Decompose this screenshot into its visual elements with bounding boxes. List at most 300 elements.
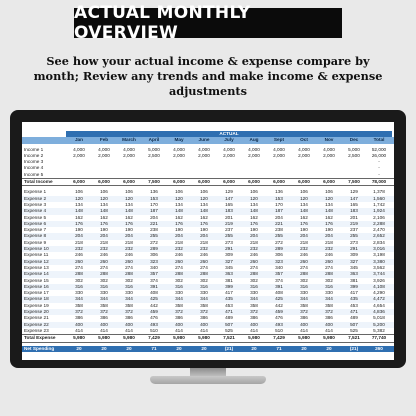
cell[interactable]: 1,560 bbox=[373, 195, 385, 201]
cell[interactable]: 7,429 bbox=[273, 335, 285, 341]
cell[interactable]: 493 bbox=[150, 321, 158, 327]
row-label[interactable]: Expense 4 bbox=[24, 208, 47, 214]
cell[interactable]: 344 bbox=[250, 296, 258, 302]
cell[interactable]: 5,980 bbox=[123, 335, 135, 341]
cell[interactable]: 414 bbox=[325, 327, 333, 333]
cell[interactable]: 344 bbox=[100, 296, 108, 302]
cell[interactable]: 71 bbox=[276, 345, 282, 351]
cell[interactable]: 323 bbox=[150, 258, 158, 264]
cell[interactable]: 414 bbox=[100, 327, 108, 333]
cell[interactable]: 344 bbox=[325, 296, 333, 302]
cell[interactable]: 2,000 bbox=[298, 152, 310, 158]
cell[interactable]: 204 bbox=[150, 214, 158, 220]
cell[interactable]: 204 bbox=[300, 233, 308, 239]
cell[interactable]: 26,000 bbox=[371, 152, 387, 158]
cell[interactable]: 187 bbox=[150, 208, 158, 214]
cell[interactable]: 330 bbox=[325, 290, 333, 296]
cell[interactable]: 358 bbox=[200, 302, 208, 308]
cell[interactable]: 5,382 bbox=[373, 327, 385, 333]
cell[interactable]: 4,836 bbox=[373, 309, 385, 315]
cell[interactable]: 330 bbox=[200, 290, 208, 296]
cell[interactable]: 162 bbox=[100, 214, 108, 220]
cell[interactable]: 374 bbox=[150, 277, 158, 283]
row-label[interactable]: Expense 18 bbox=[24, 296, 49, 302]
cell[interactable]: 507 bbox=[350, 321, 358, 327]
row-label[interactable]: Expense 6 bbox=[24, 220, 47, 226]
cell[interactable]: Oct bbox=[300, 137, 308, 143]
cell[interactable]: 190 bbox=[300, 227, 308, 233]
cell[interactable]: 148 bbox=[125, 208, 133, 214]
cell[interactable]: 2,000 bbox=[73, 152, 85, 158]
cell[interactable]: 4,000 bbox=[173, 146, 185, 152]
cell[interactable]: 476 bbox=[275, 315, 283, 321]
cell[interactable]: 363 bbox=[350, 271, 358, 277]
cell[interactable]: 372 bbox=[250, 309, 258, 315]
cell[interactable]: 345 bbox=[225, 264, 233, 270]
cell[interactable]: 2,000 bbox=[248, 152, 260, 158]
cell[interactable]: 201 bbox=[350, 214, 358, 220]
cell[interactable]: 232 bbox=[200, 246, 208, 252]
cell[interactable]: 372 bbox=[325, 309, 333, 315]
cell[interactable]: 340 bbox=[275, 264, 283, 270]
cell[interactable]: April bbox=[148, 137, 160, 143]
cell[interactable]: 340 bbox=[150, 264, 158, 270]
cell[interactable]: 6,000 bbox=[173, 179, 185, 185]
cell[interactable]: 5,980 bbox=[98, 335, 110, 341]
cell[interactable]: 162 bbox=[325, 214, 333, 220]
cell[interactable]: 4,000 bbox=[323, 146, 335, 152]
cell[interactable]: 218 bbox=[75, 239, 83, 245]
row-label[interactable]: Expense 14 bbox=[24, 271, 49, 277]
cell[interactable]: 246 bbox=[325, 252, 333, 258]
cell[interactable]: 218 bbox=[100, 239, 108, 245]
cell[interactable]: 372 bbox=[125, 309, 133, 315]
row-label[interactable]: Expense 22 bbox=[24, 321, 49, 327]
cell[interactable]: 408 bbox=[275, 290, 283, 296]
cell[interactable]: 471 bbox=[225, 309, 233, 315]
cell[interactable]: 148 bbox=[100, 208, 108, 214]
cell[interactable]: 330 bbox=[100, 290, 108, 296]
cell[interactable]: 218 bbox=[325, 239, 333, 245]
cell[interactable]: 417 bbox=[225, 290, 233, 296]
cell[interactable]: 4,108 bbox=[373, 283, 385, 289]
cell[interactable]: 190 bbox=[75, 227, 83, 233]
cell[interactable]: 302 bbox=[300, 277, 308, 283]
cell[interactable]: 136 bbox=[150, 189, 158, 195]
cell[interactable]: 134 bbox=[175, 201, 183, 207]
cell[interactable]: 6,000 bbox=[198, 179, 210, 185]
cell[interactable]: 147 bbox=[225, 195, 233, 201]
cell[interactable]: 372 bbox=[300, 309, 308, 315]
cell[interactable]: 204 bbox=[100, 233, 108, 239]
cell[interactable]: 291 bbox=[350, 246, 358, 252]
cell[interactable]: 363 bbox=[225, 271, 233, 277]
cell[interactable]: 238 bbox=[150, 227, 158, 233]
cell[interactable]: 2,470 bbox=[373, 227, 385, 233]
cell[interactable]: 176 bbox=[250, 220, 258, 226]
cell[interactable]: 120 bbox=[175, 195, 183, 201]
row-label[interactable]: Expense 21 bbox=[24, 315, 49, 321]
cell[interactable]: 190 bbox=[325, 227, 333, 233]
cell[interactable]: 260 bbox=[200, 258, 208, 264]
cell[interactable]: 6,000 bbox=[123, 179, 135, 185]
cell[interactable]: 260 bbox=[175, 258, 183, 264]
cell[interactable]: 170 bbox=[275, 201, 283, 207]
row-label[interactable]: Expense 2 bbox=[24, 195, 47, 201]
cell[interactable]: 190 bbox=[100, 227, 108, 233]
cell[interactable]: 4,000 bbox=[198, 146, 210, 152]
cell[interactable]: 162 bbox=[250, 214, 258, 220]
cell[interactable]: 345 bbox=[350, 264, 358, 270]
cell[interactable]: 232 bbox=[300, 246, 308, 252]
cell[interactable]: 372 bbox=[175, 309, 183, 315]
cell[interactable]: 134 bbox=[75, 201, 83, 207]
cell[interactable]: 476 bbox=[150, 315, 158, 321]
cell[interactable]: 204 bbox=[175, 233, 183, 239]
cell[interactable]: 302 bbox=[125, 277, 133, 283]
cell[interactable]: 386 bbox=[175, 315, 183, 321]
cell[interactable]: 7,521 bbox=[223, 335, 235, 341]
cell[interactable]: 309 bbox=[225, 252, 233, 258]
row-label[interactable]: Expense 5 bbox=[24, 214, 47, 220]
cell[interactable]: 255 bbox=[350, 233, 358, 239]
cell[interactable]: 288 bbox=[300, 271, 308, 277]
cell[interactable]: 5,980 bbox=[173, 335, 185, 341]
cell[interactable]: 510 bbox=[275, 327, 283, 333]
cell[interactable]: 190 bbox=[125, 227, 133, 233]
row-label[interactable]: Total Income bbox=[24, 179, 53, 185]
cell[interactable]: 255 bbox=[150, 233, 158, 239]
cell[interactable]: 148 bbox=[325, 208, 333, 214]
cell[interactable]: 246 bbox=[125, 252, 133, 258]
cell[interactable]: 232 bbox=[125, 246, 133, 252]
cell[interactable]: 120 bbox=[125, 195, 133, 201]
cell[interactable]: 255 bbox=[275, 233, 283, 239]
cell[interactable]: Jan bbox=[74, 137, 84, 143]
row-label[interactable]: Expense 8 bbox=[24, 233, 47, 239]
cell[interactable]: 289 bbox=[150, 246, 158, 252]
cell[interactable]: 4,000 bbox=[123, 146, 135, 152]
cell[interactable]: 400 bbox=[325, 321, 333, 327]
cell[interactable]: 2,000 bbox=[223, 152, 235, 158]
cell[interactable]: 391 bbox=[275, 283, 283, 289]
cell[interactable]: 291 bbox=[225, 246, 233, 252]
cell[interactable]: 273 bbox=[225, 239, 233, 245]
cell[interactable]: 148 bbox=[75, 208, 83, 214]
cell[interactable]: 232 bbox=[250, 246, 258, 252]
cell[interactable]: 386 bbox=[325, 315, 333, 321]
cell[interactable]: 272 bbox=[150, 239, 158, 245]
cell[interactable]: 148 bbox=[250, 208, 258, 214]
cell[interactable]: 316 bbox=[75, 283, 83, 289]
row-label[interactable]: Expense 12 bbox=[24, 258, 49, 264]
cell[interactable]: 221 bbox=[150, 220, 158, 226]
cell[interactable]: 5,000 bbox=[148, 146, 160, 152]
cell[interactable]: 302 bbox=[175, 277, 183, 283]
cell[interactable]: 400 bbox=[300, 321, 308, 327]
cell[interactable]: 471 bbox=[350, 309, 358, 315]
row-label[interactable]: Income 2 bbox=[24, 152, 44, 158]
cell[interactable]: 5,980 bbox=[73, 335, 85, 341]
cell[interactable]: 302 bbox=[250, 277, 258, 283]
cell[interactable]: (21) bbox=[349, 345, 359, 351]
cell[interactable]: 323 bbox=[275, 258, 283, 264]
row-label[interactable]: Income 3 bbox=[24, 159, 44, 165]
cell[interactable]: 358 bbox=[250, 302, 258, 308]
cell[interactable]: 316 bbox=[325, 283, 333, 289]
row-label[interactable]: Expense 17 bbox=[24, 290, 49, 296]
row-label[interactable]: Income 4 bbox=[24, 165, 44, 171]
cell[interactable]: 6,000 bbox=[298, 179, 310, 185]
cell[interactable]: 170 bbox=[150, 201, 158, 207]
cell[interactable]: 162 bbox=[125, 214, 133, 220]
cell[interactable]: 489 bbox=[350, 315, 358, 321]
cell[interactable]: 435 bbox=[350, 296, 358, 302]
row-label[interactable]: Expense 13 bbox=[24, 264, 49, 270]
cell[interactable]: 374 bbox=[275, 277, 283, 283]
row-label[interactable]: Expense 7 bbox=[24, 227, 47, 233]
cell[interactable]: 288 bbox=[100, 271, 108, 277]
cell[interactable]: 525 bbox=[225, 327, 233, 333]
cell[interactable]: 20 bbox=[176, 345, 182, 351]
cell[interactable]: 120 bbox=[325, 195, 333, 201]
cell[interactable]: 219 bbox=[350, 220, 358, 226]
cell[interactable]: 442 bbox=[275, 302, 283, 308]
cell[interactable]: 7,500 bbox=[348, 179, 360, 185]
cell[interactable]: 344 bbox=[300, 296, 308, 302]
cell[interactable]: 330 bbox=[300, 290, 308, 296]
cell[interactable]: Aug bbox=[249, 137, 259, 143]
cell[interactable]: 6,000 bbox=[248, 179, 260, 185]
cell[interactable]: 176 bbox=[100, 220, 108, 226]
cell[interactable]: 20 bbox=[251, 345, 257, 351]
cell[interactable]: 386 bbox=[125, 315, 133, 321]
cell[interactable]: 165 bbox=[350, 201, 358, 207]
cell[interactable]: 204 bbox=[325, 233, 333, 239]
cell[interactable]: - bbox=[378, 159, 380, 165]
cell[interactable]: 493 bbox=[275, 321, 283, 327]
cell[interactable]: 165 bbox=[225, 201, 233, 207]
cell[interactable]: 260 bbox=[250, 258, 258, 264]
cell[interactable]: 246 bbox=[300, 252, 308, 258]
cell[interactable]: 391 bbox=[150, 283, 158, 289]
cell[interactable]: 358 bbox=[175, 302, 183, 308]
cell[interactable]: 4,000 bbox=[98, 146, 110, 152]
cell[interactable]: 2,288 bbox=[373, 220, 385, 226]
cell[interactable]: 5,200 bbox=[373, 321, 385, 327]
cell[interactable]: 246 bbox=[100, 252, 108, 258]
cell[interactable]: 5,980 bbox=[198, 335, 210, 341]
cell[interactable]: 459 bbox=[150, 309, 158, 315]
cell[interactable]: 414 bbox=[125, 327, 133, 333]
cell[interactable]: 120 bbox=[300, 195, 308, 201]
cell[interactable]: June bbox=[198, 137, 210, 143]
cell[interactable]: 5,980 bbox=[248, 335, 260, 341]
cell[interactable]: 237 bbox=[350, 227, 358, 233]
cell[interactable]: 288 bbox=[75, 271, 83, 277]
cell[interactable]: 106 bbox=[300, 189, 308, 195]
cell[interactable]: 183 bbox=[350, 208, 358, 214]
cell[interactable]: 408 bbox=[150, 290, 158, 296]
cell[interactable]: 120 bbox=[200, 195, 208, 201]
cell[interactable]: 417 bbox=[350, 290, 358, 296]
cell[interactable]: 358 bbox=[325, 302, 333, 308]
cell[interactable]: 414 bbox=[300, 327, 308, 333]
cell[interactable]: 2,000 bbox=[198, 152, 210, 158]
cell[interactable]: 289 bbox=[275, 246, 283, 252]
cell[interactable]: 288 bbox=[250, 271, 258, 277]
cell[interactable]: 344 bbox=[175, 296, 183, 302]
cell[interactable]: 71 bbox=[151, 345, 157, 351]
cell[interactable]: 302 bbox=[75, 277, 83, 283]
cell[interactable]: 190 bbox=[175, 227, 183, 233]
cell[interactable]: 204 bbox=[125, 233, 133, 239]
cell[interactable]: 201 bbox=[225, 214, 233, 220]
cell[interactable]: 5,980 bbox=[323, 335, 335, 341]
cell[interactable]: 372 bbox=[75, 309, 83, 315]
cell[interactable]: 386 bbox=[200, 315, 208, 321]
cell[interactable]: 260 bbox=[100, 258, 108, 264]
cell[interactable]: 372 bbox=[100, 309, 108, 315]
cell[interactable]: 272 bbox=[275, 239, 283, 245]
cell[interactable]: 4,290 bbox=[373, 290, 385, 296]
cell[interactable]: 400 bbox=[175, 321, 183, 327]
cell[interactable]: 153 bbox=[150, 195, 158, 201]
cell[interactable]: 489 bbox=[225, 315, 233, 321]
cell[interactable]: 176 bbox=[325, 220, 333, 226]
cell[interactable]: 162 bbox=[200, 214, 208, 220]
cell[interactable]: 381 bbox=[225, 277, 233, 283]
cell[interactable]: 162 bbox=[75, 214, 83, 220]
cell[interactable]: 2,106 bbox=[373, 214, 385, 220]
row-label[interactable]: Expense 16 bbox=[24, 283, 49, 289]
cell[interactable]: 218 bbox=[200, 239, 208, 245]
row-label[interactable]: Total Expense bbox=[24, 335, 56, 341]
cell[interactable]: 386 bbox=[75, 315, 83, 321]
cell[interactable]: 7,429 bbox=[148, 335, 160, 341]
cell[interactable]: 306 bbox=[275, 252, 283, 258]
cell[interactable]: 386 bbox=[100, 315, 108, 321]
cell[interactable]: 400 bbox=[125, 321, 133, 327]
cell[interactable]: 330 bbox=[75, 290, 83, 296]
cell[interactable]: 246 bbox=[200, 252, 208, 258]
cell[interactable]: 327 bbox=[225, 258, 233, 264]
cell[interactable]: 20 bbox=[126, 345, 132, 351]
cell[interactable]: 176 bbox=[125, 220, 133, 226]
cell[interactable]: 187 bbox=[275, 208, 283, 214]
row-label[interactable]: Income 1 bbox=[24, 146, 44, 152]
cell[interactable]: 52,000 bbox=[371, 146, 387, 152]
cell[interactable]: 453 bbox=[225, 302, 233, 308]
cell[interactable]: 399 bbox=[350, 283, 358, 289]
cell[interactable]: 246 bbox=[175, 252, 183, 258]
cell[interactable]: 381 bbox=[350, 277, 358, 283]
cell[interactable]: 6,000 bbox=[73, 179, 85, 185]
cell[interactable]: 386 bbox=[300, 315, 308, 321]
cell[interactable]: 274 bbox=[250, 264, 258, 270]
cell[interactable]: 4,000 bbox=[273, 146, 285, 152]
cell[interactable]: 153 bbox=[275, 195, 283, 201]
row-label[interactable]: Expense 9 bbox=[24, 239, 47, 245]
cell[interactable]: 6,000 bbox=[223, 179, 235, 185]
cell[interactable]: 204 bbox=[75, 233, 83, 239]
cell[interactable]: Dec bbox=[349, 137, 359, 143]
cell[interactable]: 2,834 bbox=[373, 239, 385, 245]
cell[interactable]: 316 bbox=[200, 283, 208, 289]
cell[interactable]: 6,000 bbox=[98, 179, 110, 185]
cell[interactable]: 147 bbox=[350, 195, 358, 201]
cell[interactable]: 3,198 bbox=[373, 252, 385, 258]
cell[interactable]: 120 bbox=[75, 195, 83, 201]
cell[interactable]: 190 bbox=[200, 227, 208, 233]
cell[interactable]: 399 bbox=[225, 283, 233, 289]
cell[interactable]: 77,740 bbox=[371, 335, 387, 341]
cell[interactable]: 4,000 bbox=[223, 146, 235, 152]
cell[interactable]: 20 bbox=[326, 345, 332, 351]
cell[interactable]: 3,016 bbox=[373, 246, 385, 252]
cell[interactable]: 218 bbox=[250, 239, 258, 245]
cell[interactable]: 183 bbox=[225, 208, 233, 214]
cell[interactable]: 358 bbox=[100, 302, 108, 308]
cell[interactable]: 134 bbox=[100, 201, 108, 207]
cell[interactable]: (21) bbox=[224, 345, 234, 351]
cell[interactable]: 3,744 bbox=[373, 271, 385, 277]
cell[interactable]: 414 bbox=[200, 327, 208, 333]
cell[interactable]: 435 bbox=[225, 296, 233, 302]
cell[interactable]: 246 bbox=[250, 252, 258, 258]
cell[interactable]: 4,000 bbox=[73, 146, 85, 152]
cell[interactable]: 237 bbox=[225, 227, 233, 233]
cell[interactable]: 316 bbox=[175, 283, 183, 289]
cell[interactable]: 358 bbox=[300, 302, 308, 308]
cell[interactable]: 176 bbox=[200, 220, 208, 226]
cell[interactable]: Total bbox=[373, 137, 385, 143]
cell[interactable]: 2,000 bbox=[98, 152, 110, 158]
cell[interactable]: 330 bbox=[175, 290, 183, 296]
cell[interactable]: 316 bbox=[125, 283, 133, 289]
cell[interactable]: 507 bbox=[225, 321, 233, 327]
cell[interactable]: 260 bbox=[375, 345, 383, 351]
cell[interactable]: 255 bbox=[225, 233, 233, 239]
cell[interactable]: 4,000 bbox=[248, 146, 260, 152]
cell[interactable]: 2,000 bbox=[323, 152, 335, 158]
cell[interactable]: 232 bbox=[75, 246, 83, 252]
cell[interactable]: 106 bbox=[200, 189, 208, 195]
cell[interactable]: 134 bbox=[125, 201, 133, 207]
cell[interactable]: 414 bbox=[175, 327, 183, 333]
cell[interactable]: 6,000 bbox=[273, 179, 285, 185]
cell[interactable]: Feb bbox=[99, 137, 109, 143]
cell[interactable]: Sept bbox=[273, 137, 285, 143]
cell[interactable]: 344 bbox=[200, 296, 208, 302]
cell[interactable]: 330 bbox=[250, 290, 258, 296]
cell[interactable]: 2,000 bbox=[273, 152, 285, 158]
cell[interactable]: 288 bbox=[175, 271, 183, 277]
cell[interactable]: 5,000 bbox=[348, 146, 360, 152]
cell[interactable]: 302 bbox=[100, 277, 108, 283]
cell[interactable]: 414 bbox=[250, 327, 258, 333]
cell[interactable]: 288 bbox=[325, 271, 333, 277]
cell[interactable]: 386 bbox=[250, 315, 258, 321]
cell[interactable]: 2,500 bbox=[348, 152, 360, 158]
cell[interactable]: 274 bbox=[125, 264, 133, 270]
cell[interactable]: 218 bbox=[300, 239, 308, 245]
cell[interactable]: 176 bbox=[75, 220, 83, 226]
cell[interactable]: 129 bbox=[350, 189, 358, 195]
cell[interactable]: 20 bbox=[101, 345, 107, 351]
cell[interactable]: 306 bbox=[150, 252, 158, 258]
cell[interactable]: 204 bbox=[275, 214, 283, 220]
